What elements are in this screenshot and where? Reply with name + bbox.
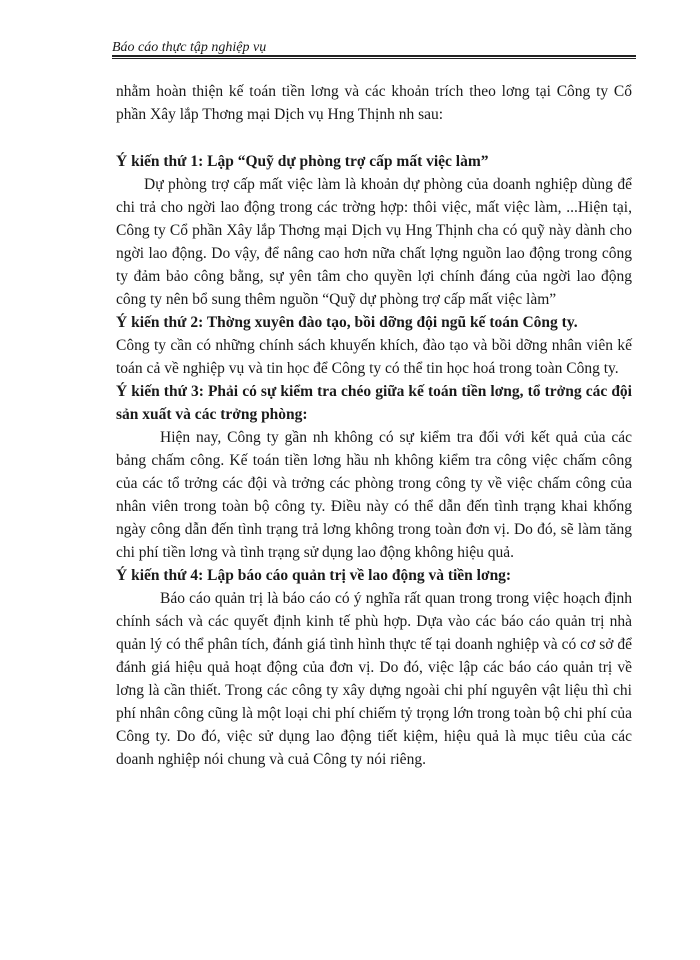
running-header: Báo cáo thực tập nghiệp vụ xyxy=(112,40,267,55)
header-rule xyxy=(112,55,636,59)
section-3-body: Hiện nay, Công ty gần nh không có sự kiểm tra đối với kết quả của các bảng chấm công. Kế toán tiền lơng hầu nh không kiểm tra công việc chấm công của các tổ trởng các đội và trởng các phòng trong công ty về việc chấm công của nhân viên trong toàn bộ công ty. Điều này có thể dẫn đến tình trạng khai khống ngày công dẫn đến tình trạng trả lơng không trong toàn đơn vị. Do đó, sẽ làm tăng chi phí tiền lơng và tình trạng sử dụng lao động không hiệu quả. xyxy=(116,429,632,561)
section-2-body: Công ty cần có những chính sách khuyến khích, đào tạo và bồi dỡng nhân viên kế toán cả về nghiệp vụ và tin học để Công ty có thể tin học hoá trong toàn Công ty. xyxy=(116,337,632,377)
section-2-heading: Ý kiến thứ 2: Thờng xuyên đào tạo, bồi dỡng đội ngũ kế toán Công ty. xyxy=(116,314,578,331)
document-body xyxy=(116,80,632,771)
intro-paragraph: nhằm hoàn thiện kế toán tiền lơng và các khoản trích theo lơng tại Công ty Cổ phần Xây lắp Thơng mại Dịch vụ Hng Thịnh nh sau: xyxy=(116,83,632,123)
section-3-heading: Ý kiến thứ 3: Phải có sự kiểm tra chéo giữa kế toán tiền lơng, tổ trởng các đội sản xuất và các trởng phòng: xyxy=(116,383,632,423)
section-4-body: Báo cáo quản trị là báo cáo có ý nghĩa rất quan trong trong việc hoạch định chính sách và các quyết định kinh tế phù hợp. Dựa vào các báo cáo quản trị nhà quản lý có thể phân tích, đánh giá tình hình thực tế tại doanh nghiệp và có cơ sở để đánh giá hiệu quả hoạt động của đơn vị. Do đó, việc lập các báo cáo quản trị về lơng là cần thiết. Trong các công ty xây dựng ngoài chi phí nguyên vật liệu thì chi phí nhân công cũng là một loại chi phí chiếm tỷ trọng lớn trong toàn bộ chi phí của Công ty. Do đó, việc sử dụng lao động tiết kiệm, hiệu quả là mục tiêu của các doanh nghiệp nói chung và cuả Công ty nói riêng. xyxy=(116,590,632,768)
section-1-body: Dự phòng trợ cấp mất việc làm là khoản dự phòng của doanh nghiệp dùng để chi trả cho ngời lao động trong các trờng hợp: thôi việc, mất việc làm, ...Hiện tại, Công ty Cổ phần Xây lắp Thơng mại Dịch vụ Hng Thịnh cha có quỹ này dành cho ngời lao động. Do vậy, để nâng cao hơn nữa chất lợng nguồn lao động trong công ty đảm bảo công bằng, sự yên tâm cho quyền lợi chính đáng của ngời lao động công ty nên bổ sung thêm nguồn “Quỹ dự phòng trợ cấp mất việc làm” xyxy=(116,176,632,308)
section-4-heading: Ý kiến thứ 4: Lập báo cáo quản trị về lao động và tiền lơng: xyxy=(116,567,512,584)
section-1-heading: Ý kiến thứ 1: Lập “Quỹ dự phòng trợ cấp mất việc làm” xyxy=(116,153,489,170)
